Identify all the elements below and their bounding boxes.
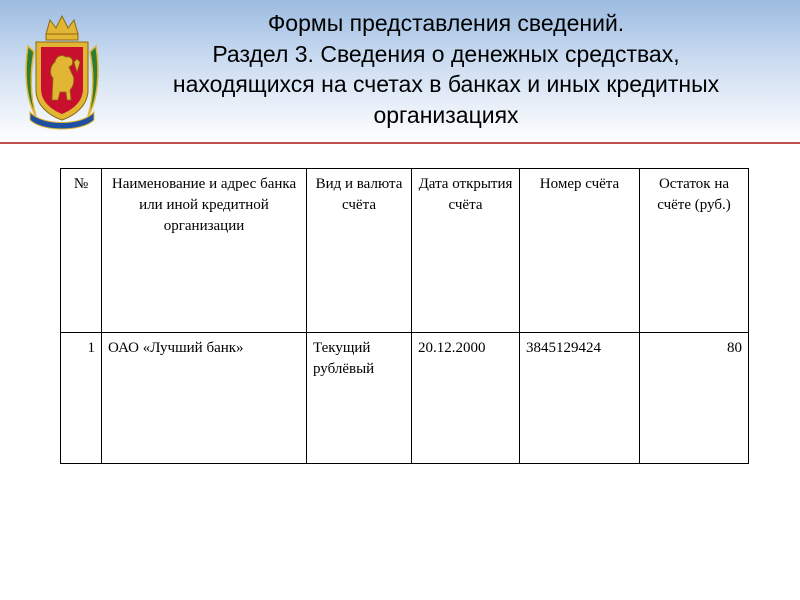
title-line-2: Раздел 3. Сведения о денежных средствах,	[212, 40, 680, 67]
column-header-account-type: Вид и валюта счёта	[307, 169, 412, 333]
page-title	[112, 8, 780, 130]
column-header-account-number: Номер счёта	[520, 169, 640, 333]
coat-of-arms-icon	[22, 12, 102, 132]
cell-bank: ОАО «Лучший банк»	[102, 333, 307, 464]
column-header-balance: Остаток на счёте (руб.)	[640, 169, 749, 333]
cell-account-type: Текущий рублёвый	[307, 333, 412, 464]
column-header-number: №	[61, 169, 102, 333]
title-line-4: организациях	[373, 101, 519, 128]
table-header-row	[61, 169, 749, 333]
table-row	[61, 333, 749, 464]
header-divider	[0, 142, 800, 144]
cell-open-date: 20.12.2000	[412, 333, 520, 464]
column-header-open-date: Дата открытия счёта	[412, 169, 520, 333]
cell-balance: 80	[640, 333, 749, 464]
cell-number: 1	[61, 333, 102, 464]
cell-account-number: 3845129424	[520, 333, 640, 464]
column-header-bank: Наименование и адрес банка или иной кредитной организации	[102, 169, 307, 333]
title-line-1: Формы представления сведений.	[267, 10, 625, 36]
title-line-3: находящихся на счетах в банках и иных кредитных	[172, 71, 720, 97]
accounts-table	[60, 168, 749, 464]
